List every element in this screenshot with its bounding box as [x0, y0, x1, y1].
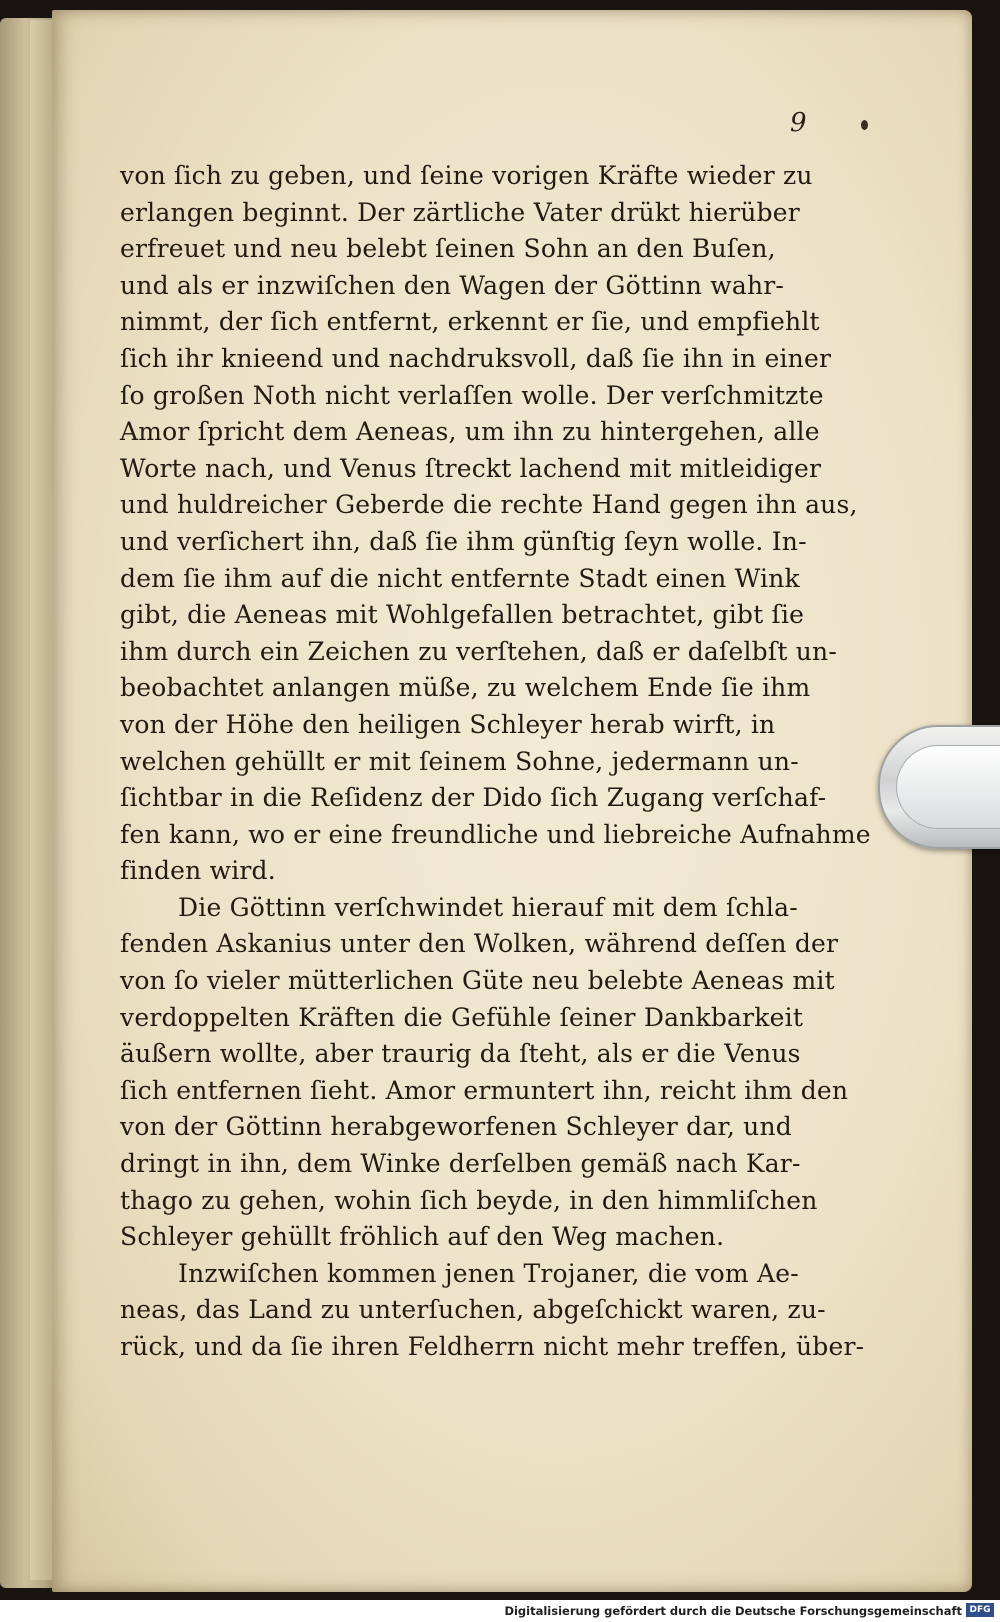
- text-line: dringt in ihn, dem Winke derſelben gemäß nach Kar-: [120, 1149, 801, 1179]
- text-line: erfreuet und neu belebt ſeinen Sohn an den Buſen,: [120, 234, 776, 264]
- text-line: von ſo vieler mütterlichen Güte neu belebte Aeneas mit: [120, 966, 835, 996]
- text-line-paragraph-start: Inzwiſchen kommen jenen Trojaner, die vom Ae-: [178, 1258, 799, 1288]
- text-line: Amor ſpricht dem Aeneas, um ihn zu hintergehen, alle: [120, 417, 820, 447]
- page-number: 9: [790, 108, 807, 138]
- ink-spot: [861, 120, 868, 130]
- text-line: finden wird.: [120, 856, 276, 886]
- text-line: fen kann, wo er eine freundliche und liebreiche Aufnahme: [120, 819, 871, 849]
- text-line: Worte nach, und Venus ſtreckt lachend mit mitleidiger: [120, 453, 822, 483]
- text-line: beobachtet anlangen müße, zu welchem Ende ſie ihm: [120, 673, 811, 703]
- text-line: Schleyer gehüllt fröhlich auf den Weg machen.: [120, 1222, 725, 1252]
- text-line: nimmt, der ſich entfernt, erkennt er ſie, und empfiehlt: [120, 307, 820, 337]
- text-line: ihm durch ein Zeichen zu verſtehen, daß er daſelbſt un-: [120, 636, 837, 666]
- page-clip: [878, 725, 1000, 849]
- text-line: erlangen beginnt. Der zärtliche Vater drükt hierüber: [120, 197, 800, 227]
- page-clip-inner: [896, 745, 1000, 829]
- text-line: und verſichert ihn, daß ſie ihm günſtig ſeyn wolle. In-: [120, 526, 807, 556]
- text-line: rück, und da ſie ihren Feldherrn nicht mehr treffen, über-: [120, 1332, 865, 1361]
- text-line: von der Höhe den heiligen Schleyer herab wirft, in: [120, 709, 776, 739]
- dfg-logo: DFG: [966, 1603, 994, 1617]
- text-line: gibt, die Aeneas mit Wohlgefallen betrachtet, gibt ſie: [120, 600, 805, 630]
- text-line: von ſich zu geben, und ſeine vorigen Kräfte wieder zu: [120, 161, 813, 190]
- funding-credit: Digitalisierung gefördert durch die Deutsche Forschungsgemeinschaft: [504, 1604, 962, 1618]
- text-line: ſich entfernen ſieht. Amor ermuntert ihn, reicht ihm den: [120, 1075, 849, 1105]
- text-line: von der Göttinn herabgeworfenen Schleyer dar, und: [120, 1112, 792, 1142]
- text-line: dem ſie ihm auf die nicht entfernte Stadt einen Wink: [120, 563, 800, 593]
- page-text: [120, 158, 871, 1366]
- text-line: äußern wollte, aber traurig da ſteht, als er die Venus: [120, 1039, 801, 1069]
- text-line: neas, das Land zu unterſuchen, abgeſchickt waren, zu-: [120, 1295, 826, 1325]
- text-line-paragraph-start: Die Göttinn verſchwindet hierauf mit dem ſchla-: [178, 892, 798, 922]
- text-line: thago zu gehen, wohin ſich beyde, in den himmliſchen: [120, 1185, 818, 1215]
- text-line: fenden Askanius unter den Wolken, während deſſen der: [120, 929, 839, 959]
- text-line: ſichtbar in die Reſidenz der Dido ſich Zugang verſchaf-: [120, 783, 827, 813]
- text-line: ſich ihr knieend und nachdruksvoll, daß ſie ihn in einer: [120, 343, 832, 373]
- page-stack-edge: [30, 20, 52, 1580]
- text-line: und huldreicher Geberde die rechte Hand gegen ihn aus,: [120, 490, 858, 520]
- text-line: welchen gehüllt er mit ſeinem Sohne, jedermann un-: [120, 746, 799, 776]
- text-line: und als er inzwiſchen den Wagen der Göttinn wahr-: [120, 270, 785, 300]
- text-line: ſo großen Noth nicht verlaſſen wolle. Der verſchmitzte: [120, 380, 824, 410]
- text-line: verdoppelten Kräften die Gefühle ſeiner Dankbarkeit: [120, 1002, 804, 1032]
